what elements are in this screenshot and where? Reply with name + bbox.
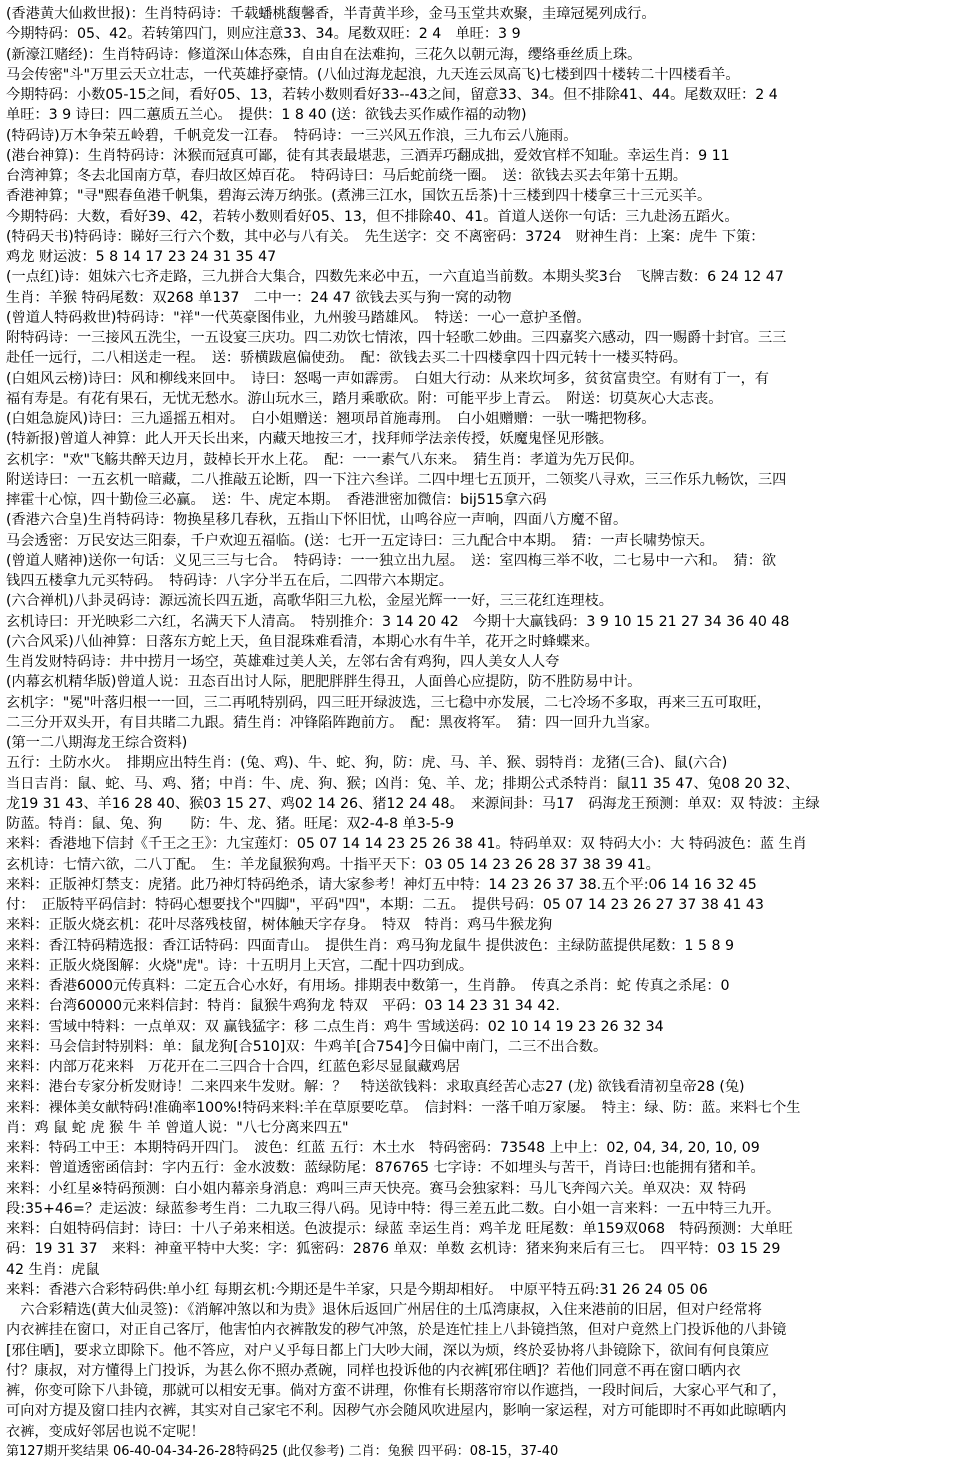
text-line: 五行：土防水火。 排期应出特生肖：(兔、鸡)、牛、蛇、狗，防：虎、马、羊、猴、弱特肖：龙猪(三合)、鼠(六合)	[6, 755, 728, 772]
text-line: 鸡龙 财运波：5 8 14 17 23 24 31 35 47	[6, 249, 277, 265]
text-line: 摔霍十心惊，四十勤俭三必赢。 送：牛、虎定本期。 香港泄密加微信：bij515拿六码	[6, 492, 547, 508]
text-line: 来料：正版神灯禁支：虎猪。此乃神灯特码绝杀，请大家参考！神灯五中特：14 23 26 37 38.五个平:06 14 16 32 45	[6, 876, 757, 893]
text-line: 玄机字："欢"飞觞共醉天边月，鼓棹长开水上花。 配：一一素气八东来。 猜生肖：孝道为先万民仰。	[6, 451, 644, 468]
text-line: 玄机诗：七情六欲，二八丁配。 生：羊龙鼠猴狗鸡。十指平天下：03 05 14 23 26 28 37 38 39 41。	[6, 856, 660, 873]
text-line: 可向对方提及窗口挂内衣裤，其实对自己家宅不利。因秽气亦会随风吹进屋内，影响一家运程，对方可能即时不再如此晾晒内	[6, 1403, 787, 1420]
text-line: 马会传密"斗"万里云天立壮志，一代英雄抒豪情。(八仙过海龙起浪，九天连云凤高飞)七楼到四十楼转二十四楼看羊。	[6, 66, 740, 83]
footer-results-line: 第127期开奖结果 06-40-04-34-26-28特码25 (此仅参考) 二肖：兔猴 四平码：08-15，37-40	[6, 1443, 559, 1459]
text-line: (第一二八期海龙王综合资料)	[6, 735, 188, 751]
text-line: 来料：香江特码精选报：香江话特码：四面青山。 提供生肖：鸡马狗龙鼠牛 提供波色：主绿防蓝提供尾数：1 5 8 9	[6, 937, 735, 954]
text-line: 来料：台湾60000元来料信封：特肖：鼠猴牛鸡狗龙 特双 平码：03 14 23 31 34 42.	[6, 998, 560, 1015]
text-line: 来料：正版火烧图解：火烧"虎"。诗：十五明月上天宫，二配十四功到成。	[6, 957, 474, 974]
text-line: (特新报)曾道人神算：此人开天长出来，内藏天地按三才，找拜师学法亲传授，妖魔鬼怪见形骸。	[6, 431, 613, 448]
text-line: 衣裤，变成好邻居也说不定呢！	[6, 1423, 205, 1440]
text-line: 生肖发财特码诗：井中捞月一场空，英雄难过美人关，左邻右舍有鸡狗，四人美女人人夸	[6, 654, 560, 670]
text-line: (新濠江赌经)：生肖特码诗：修道深山体态殊，自由自在法难拘，三花久以朝元海，缨络垂丝质上珠。	[6, 46, 642, 63]
text-line: 玄机字："冕"叶落归根一一回，三二再吼特别码，四三旺开绿波选，三七稳中亦发展，二七冷场不多取，再来三五可取旺，	[6, 694, 771, 711]
text-line: (香港六合皇)生肖特码诗：物换星移几春秋，五指山下怀旧忧，山鸣谷应一声响，四面八方魔不留。	[6, 512, 628, 529]
text-line: 二三分开双头开，有目共睹二九跟。猜生肖：冲锋陷阵跑前方。 配：黑夜将军。 猜：四一回升九当家。	[6, 714, 659, 731]
text-line: 台湾神算；冬去北国南方草，春归故区焯百花。 特码诗曰：马后蛇前绕一圈。 送：欲钱去买去年第十五期。	[6, 168, 687, 184]
text-line: 来料：马会信封特别料：单：鼠龙狗[合510]双：牛鸡羊[合754]今日偏中南门，二三不出合数。	[6, 1038, 608, 1055]
text-line: 今期特码：小数05-15之间，看好05、13，若转小数则看好33--43之间，留意33、34。但不排除41、44。尾数双旺：2 4	[6, 87, 778, 103]
text-line: 来料：曾道透密函信封：字内五行：金水波数：蓝绿防尾：876765 七字诗：不如埋头与苦干，肖诗曰:也能拥有猪和羊。	[6, 1160, 765, 1177]
text-line: 附送诗曰：一五玄机一暗藏，二八推敲五论断，四一下注六叁详。二四中埋七五顶开，二领奖八寻欢，三三作乐九畅饮，三四	[6, 471, 787, 488]
text-line: 付： 正版特平码信封：特码心想要找个"四脚"，平码"四"，本期：二五。 提供号码：05 07 14 23 26 27 37 38 41 43	[6, 897, 764, 913]
text-line: (特码诗)万木争荣五岭碧，千帆竞发一江春。 特码诗：一三兴风五作浪，三九布云八施雨。	[6, 127, 578, 144]
text-line: 马会透密：万民安达三阳泰，千户欢迎五福临。(送：七开一五定诗曰：三九配合中本期。 猜：一声长啸势惊天。	[6, 532, 714, 549]
text-line: 来料：香港地下信封《千王之王》：九宝莲灯：05 07 14 14 23 25 26 38 41。特码单双：双 特码大小：大 特码波色：蓝 生肖	[6, 836, 807, 853]
text-line: 今期特码：05、42。若转第四门，则应注意33、34。尾数双旺：2 4 单旺：3 9	[6, 26, 521, 43]
text-line: (港台神算)：生肖特码诗：沐猴而冠真可鄙，徒有其表最堪悲，三酒弄巧翻成拙，爱效官样不知耻。幸运生肖：9 11	[6, 147, 730, 164]
text-line: 来料：内部万花来料 万花开在二三四合十合四，红蓝色彩尽显鼠藏鸡居	[6, 1059, 461, 1075]
text-line: 来料：正版火烧玄机：花叶尽落残枝留，树体触天字存身。 特双 特肖：鸡马牛猴龙狗	[6, 917, 553, 934]
text-line: 钱四五楼拿九元买特码。 特码诗：八字分半五在后，二四带六本期定。	[6, 573, 453, 589]
text-line: 附特码诗：一三接风五洗尘，一五设宴三庆功。四二劝饮七情浓，四十轻歌二妙曲。三四嘉奖六感动，四一赐爵十封官。三三	[6, 330, 787, 346]
text-line: (一点红)诗：姐妹六七齐走路，三九拼合大集合，四数先来必中五，一六直追当前数。本期头奖3台 飞牌吉数：6 24 12 47	[6, 269, 784, 286]
text-line: 段:35+46=？走运波：绿蓝参考生肖：二九取三得八码。见诗中特：得三差五此二数。白小姐一言来料：一五中特三九开。	[6, 1200, 781, 1217]
text-line: (内幕玄机精华版)曾道人说：丑态百出讨人际，肥肥胖胖生得丑，人面兽心应提防，防不胜防易中计。	[6, 674, 642, 691]
text-line: 42 生肖：虎鼠	[6, 1261, 100, 1278]
text-line: (白姐风云榜)诗曰：风和柳线来回中。 诗曰：怒喝一声如霹雳。 白姐大行动：从来坎坷多，贫贫富贵空。有财有丁一，有	[6, 370, 769, 387]
text-line: 来料：特码工中王：本期特码开四门。 波色：红蓝 五行：木土水 特码密码：73548 上中上：02, 04, 34, 20, 10, 09	[6, 1140, 760, 1156]
text-line: 来料：雪域中特料：一点单双：双 赢钱猛字：移 二点生肖：鸡牛 雪域送码：02 10 14 19 23 26 32 34	[6, 1018, 664, 1035]
text-line: 来料：小红星※特码预测：白小姐内幕亲身消息：鸡叫三声天快亮。赛马会独家料：马儿飞奔闯六关。单双决：双 特码	[6, 1180, 746, 1197]
text-line: 来料：白姐特码信封：诗曰：十八子弟来相送。色波提示：绿蓝 幸运生肖：鸡羊龙 旺尾数：单159双068 特码预测：大单旺	[6, 1221, 793, 1237]
text-line: 来料：裸体美女献特码!准确率100%!特码来料:羊在草原要吃草。 信封料：一落千咱万家屡。 特主：绿、防：蓝。来料七个生	[6, 1099, 801, 1116]
text-line: 单旺：3 9 诗曰：四二蕙质五兰心。 提供：1 8 40 (送：欲钱去买作威作福的动物)	[6, 107, 527, 124]
text-line: 龙19 31 43、羊16 28 40、猴03 15 27、鸡02 14 26、猪12 24 48。 来源间卦：马17 码海龙王预测：单双：双 特波：主绿	[6, 795, 820, 812]
text-line: 付？康叔，对方懂得上门投诉，为甚么你不照办煮碗，同样也投诉他的内衣裤[邪住晒]？若他们同意不再在窗口晒内衣	[6, 1362, 741, 1379]
text-line: 福有寿是。有花有果石，无忧无愁水。游山玩水三，踏月乘歌砍。附：可能平步上青云。 附送：切莫灰心大志丧。	[6, 390, 723, 407]
text-line: 当日吉肖：鼠、蛇、马、鸡、猪；中肖：牛、虎、狗、猴；凶肖：兔、羊、龙；排期公式杀特肖：鼠11 35 47、兔08 20 32、	[6, 775, 800, 792]
text-line: (香港黄大仙救世报)：生肖特码诗：千载蟠桃馥馨香，半青黄半珍，金马玉堂共欢聚，圭璋冠冕列成行。	[6, 6, 656, 22]
text-line: 赴任一远行，二八相送走一程。 送：骄横跋扈偏使劲。 配：欲钱去买二十四楼拿四十四元转十一楼买特码。	[6, 350, 687, 367]
text-line: (特码天书)特码诗：睇好三行六个数，其中必与八有关。 先生送字：交 不离密码：3724 财神生肖：上案：虎牛 下策：	[6, 228, 765, 245]
text-line: 肖：鸡 鼠 蛇 虎 猴 牛 羊 曾道人说："八七分离来四五"	[6, 1119, 349, 1136]
text-line: (六合禅机)八卦灵码诗：源远流长四五逝，高歌华阳三九松，金屋光辉一一好，三三花红连理枝。	[6, 593, 613, 610]
text-line: (曾道人赌神)送你一句话：义见三三与七合。 特码诗：一一独立出九屋。 送：室四梅三举不收，二七易中一六和。 猜：欲	[6, 552, 777, 569]
text-line: (曾道人特码救世)特码诗："祥"一代英豪图伟业，九州骏马踏雄风。 特送：一心一意护圣僧。	[6, 309, 591, 326]
text-line: 内衣裤挂在窗口，对正自己客厅，他害怕内衣裤散发的秽气冲煞，於是连忙挂上八卦镜挡煞，但对户竟然上门投诉他的八卦镜	[6, 1322, 787, 1339]
text-line: 码：19 31 37 来料：神童平特中大奖：字：狐密码：2876 单双：单数 玄机诗：猪来狗来后有三七。 四平特：03 15 29	[6, 1241, 781, 1258]
text-line: 生肖：羊猴 特码尾数：双268 单137 二中一：24 47 欲钱去买与狗一窝的动物	[6, 289, 512, 306]
text-line: 裤，你变可除下八卦镜，那就可以相安无事。倘对方蛮不讲理，你惟有长期落帘帘以作遮挡，一段时间后，大家心平气和了，	[6, 1383, 787, 1399]
text-line: 六合彩精选(黄大仙灵签)：《消解冲煞以和为贵》退休后返回广州居住的土瓜湾康叔，入住来港前的旧居，但对户经常将	[6, 1302, 762, 1318]
text-line: [邪住晒]，要求立即除下。他不答应，对户乂乎每日都上门大吵大闹，深以为烦，终於妥协将八卦镜除下，欲间有何良策应	[6, 1342, 770, 1359]
text-line: (白姐急旋风)诗曰：三九遥摇五相对。 白小姐赠送：翘项昂首施毒刑。 白小姐赠赠：一驮一嘴把物移。	[6, 411, 656, 427]
text-line: 防蓝。特肖：鼠、兔、狗 防：牛、龙、猪。旺尾：双2-4-8 单3-5-9	[6, 816, 455, 832]
text-line: 玄机诗曰：开光映彩二六红，名满天下人清高。 特别推介：3 14 20 42 今期十大赢钱码：3 9 10 15 21 27 34 36 40 48	[6, 613, 790, 630]
text-line: 香港神算；"寻"熙春鱼港千帆集，碧海云涛万纳张。(煮沸三江水，国饮五岳茶)十三楼到四十楼拿三十三元买羊。	[6, 188, 712, 205]
text-line: (六合风采)八仙神算：日落东方蛇上天，鱼目混珠难看清，本期心水有牛羊，花开之时蜂蝶来。	[6, 633, 599, 650]
text-line: 来料：香港6000元传真料：二定五合心水好，有用场。排期表中数第一，生肖静。 传真之杀肖：蛇 传真之杀尾：0	[6, 978, 730, 994]
text-line: 来料：香港六合彩特码供:单小红 每期玄机:今期还是牛羊家，只是今期却相好。 中原平特五码:31 26 24 05 06	[6, 1281, 708, 1298]
text-line: 今期特码：大数，看好39、42，若转小数则看好05、13，但不排除40、41。首道人送你一句话：三九赴汤五蹈火。	[6, 208, 739, 225]
text-line: 来料：港台专家分析发财诗！二来四来牛发财。解：？ 特送欲钱料：求取真经苦心志27 (龙) 欲钱看清初皇帝28 (兔)	[6, 1079, 745, 1096]
